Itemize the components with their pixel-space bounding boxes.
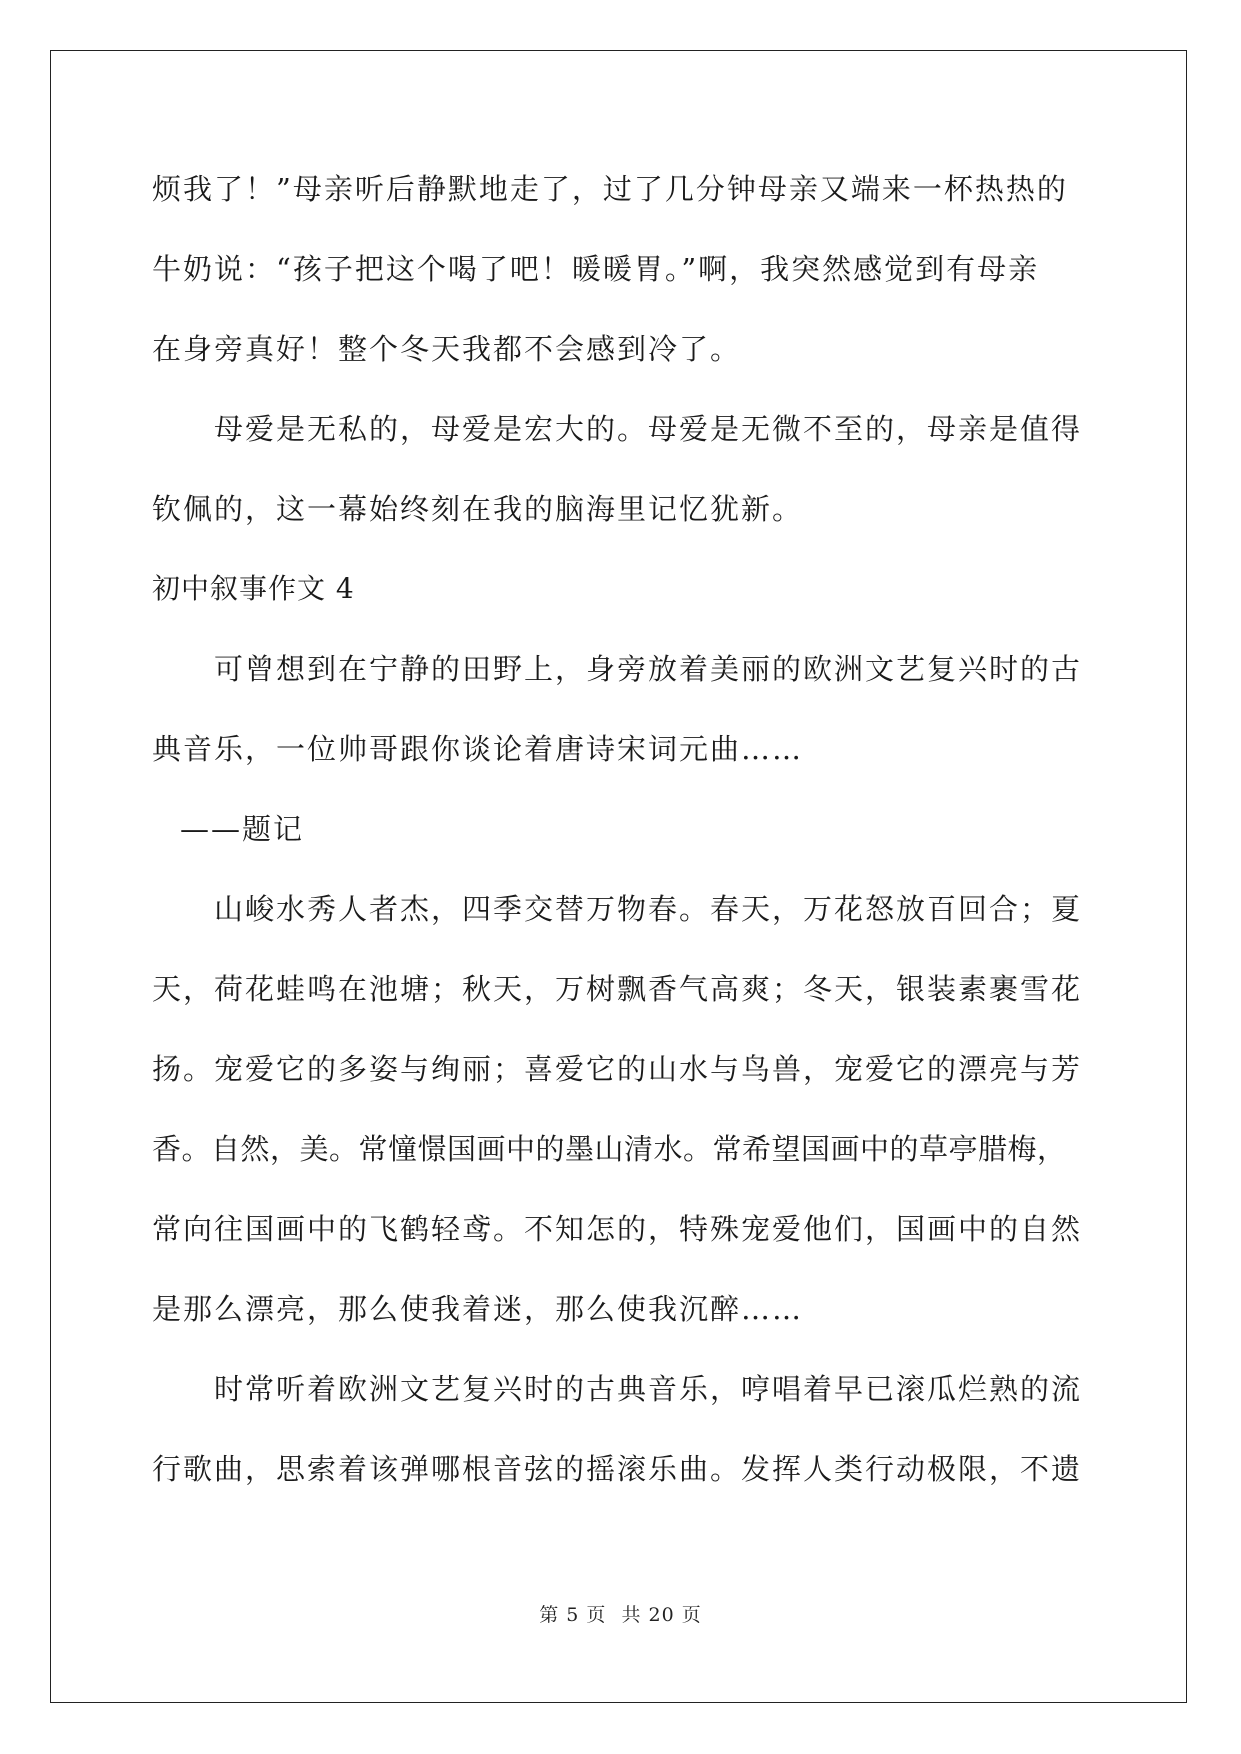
text-line: 是那么漂亮，那么使我着迷，那么使我沉醉…… <box>152 1292 804 1326</box>
paragraph-start: 山峻水秀人者杰，四季交替万物春。春天，万花怒放百回合；夏 <box>214 892 1083 926</box>
section-heading: 初中叙事作文 4 <box>152 572 355 605</box>
page-footer <box>0 1600 1241 1627</box>
paragraph-start: 可曾想到在宁静的田野上，身旁放着美丽的欧洲文艺复兴时的古 <box>214 652 1083 686</box>
page-number: 第 5 页 <box>539 1604 607 1626</box>
text-line: 在身旁真好！整个冬天我都不会感到冷了。 <box>152 332 742 366</box>
text-line: 行歌曲，思索着该弹哪根音弦的摇滚乐曲。发挥人类行动极限，不遗 <box>152 1452 1083 1486</box>
text-line: 典音乐，一位帅哥跟你谈论着唐诗宋词元曲…… <box>152 732 804 766</box>
document-body <box>152 166 1102 1526</box>
text-line: 牛奶说：“孩子把这个喝了吧！暖暖胃。”啊，我突然感觉到有母亲 <box>152 252 1040 286</box>
text-line: 香。自然，美。常憧憬国画中的墨山清水。常希望国画中的草亭腊梅， <box>152 1132 1067 1166</box>
text-line: 扬。宠爱它的多姿与绚丽；喜爱它的山水与鸟兽，宠爱它的漂亮与芳 <box>152 1052 1083 1086</box>
page-total: 共 20 页 <box>621 1604 702 1626</box>
text-line: 常向往国画中的飞鹤轻鸢。不知怎的，特殊宠爱他们，国画中的自然 <box>152 1212 1083 1246</box>
epigraph-attribution: ——题记 <box>180 812 305 846</box>
paragraph-start: 母爱是无私的，母爱是宏大的。母爱是无微不至的，母亲是值得 <box>214 412 1083 446</box>
paragraph-start: 时常听着欧洲文艺复兴时的古典音乐，哼唱着早已滚瓜烂熟的流 <box>214 1372 1083 1406</box>
text-line: 烦我了！”母亲听后静默地走了，过了几分钟母亲又端来一杯热热的 <box>152 172 1068 206</box>
text-line: 天，荷花蛙鸣在池塘；秋天，万树飘香气高爽；冬天，银装素裹雪花 <box>152 972 1083 1006</box>
text-line: 钦佩的，这一幕始终刻在我的脑海里记忆犹新。 <box>152 492 804 526</box>
